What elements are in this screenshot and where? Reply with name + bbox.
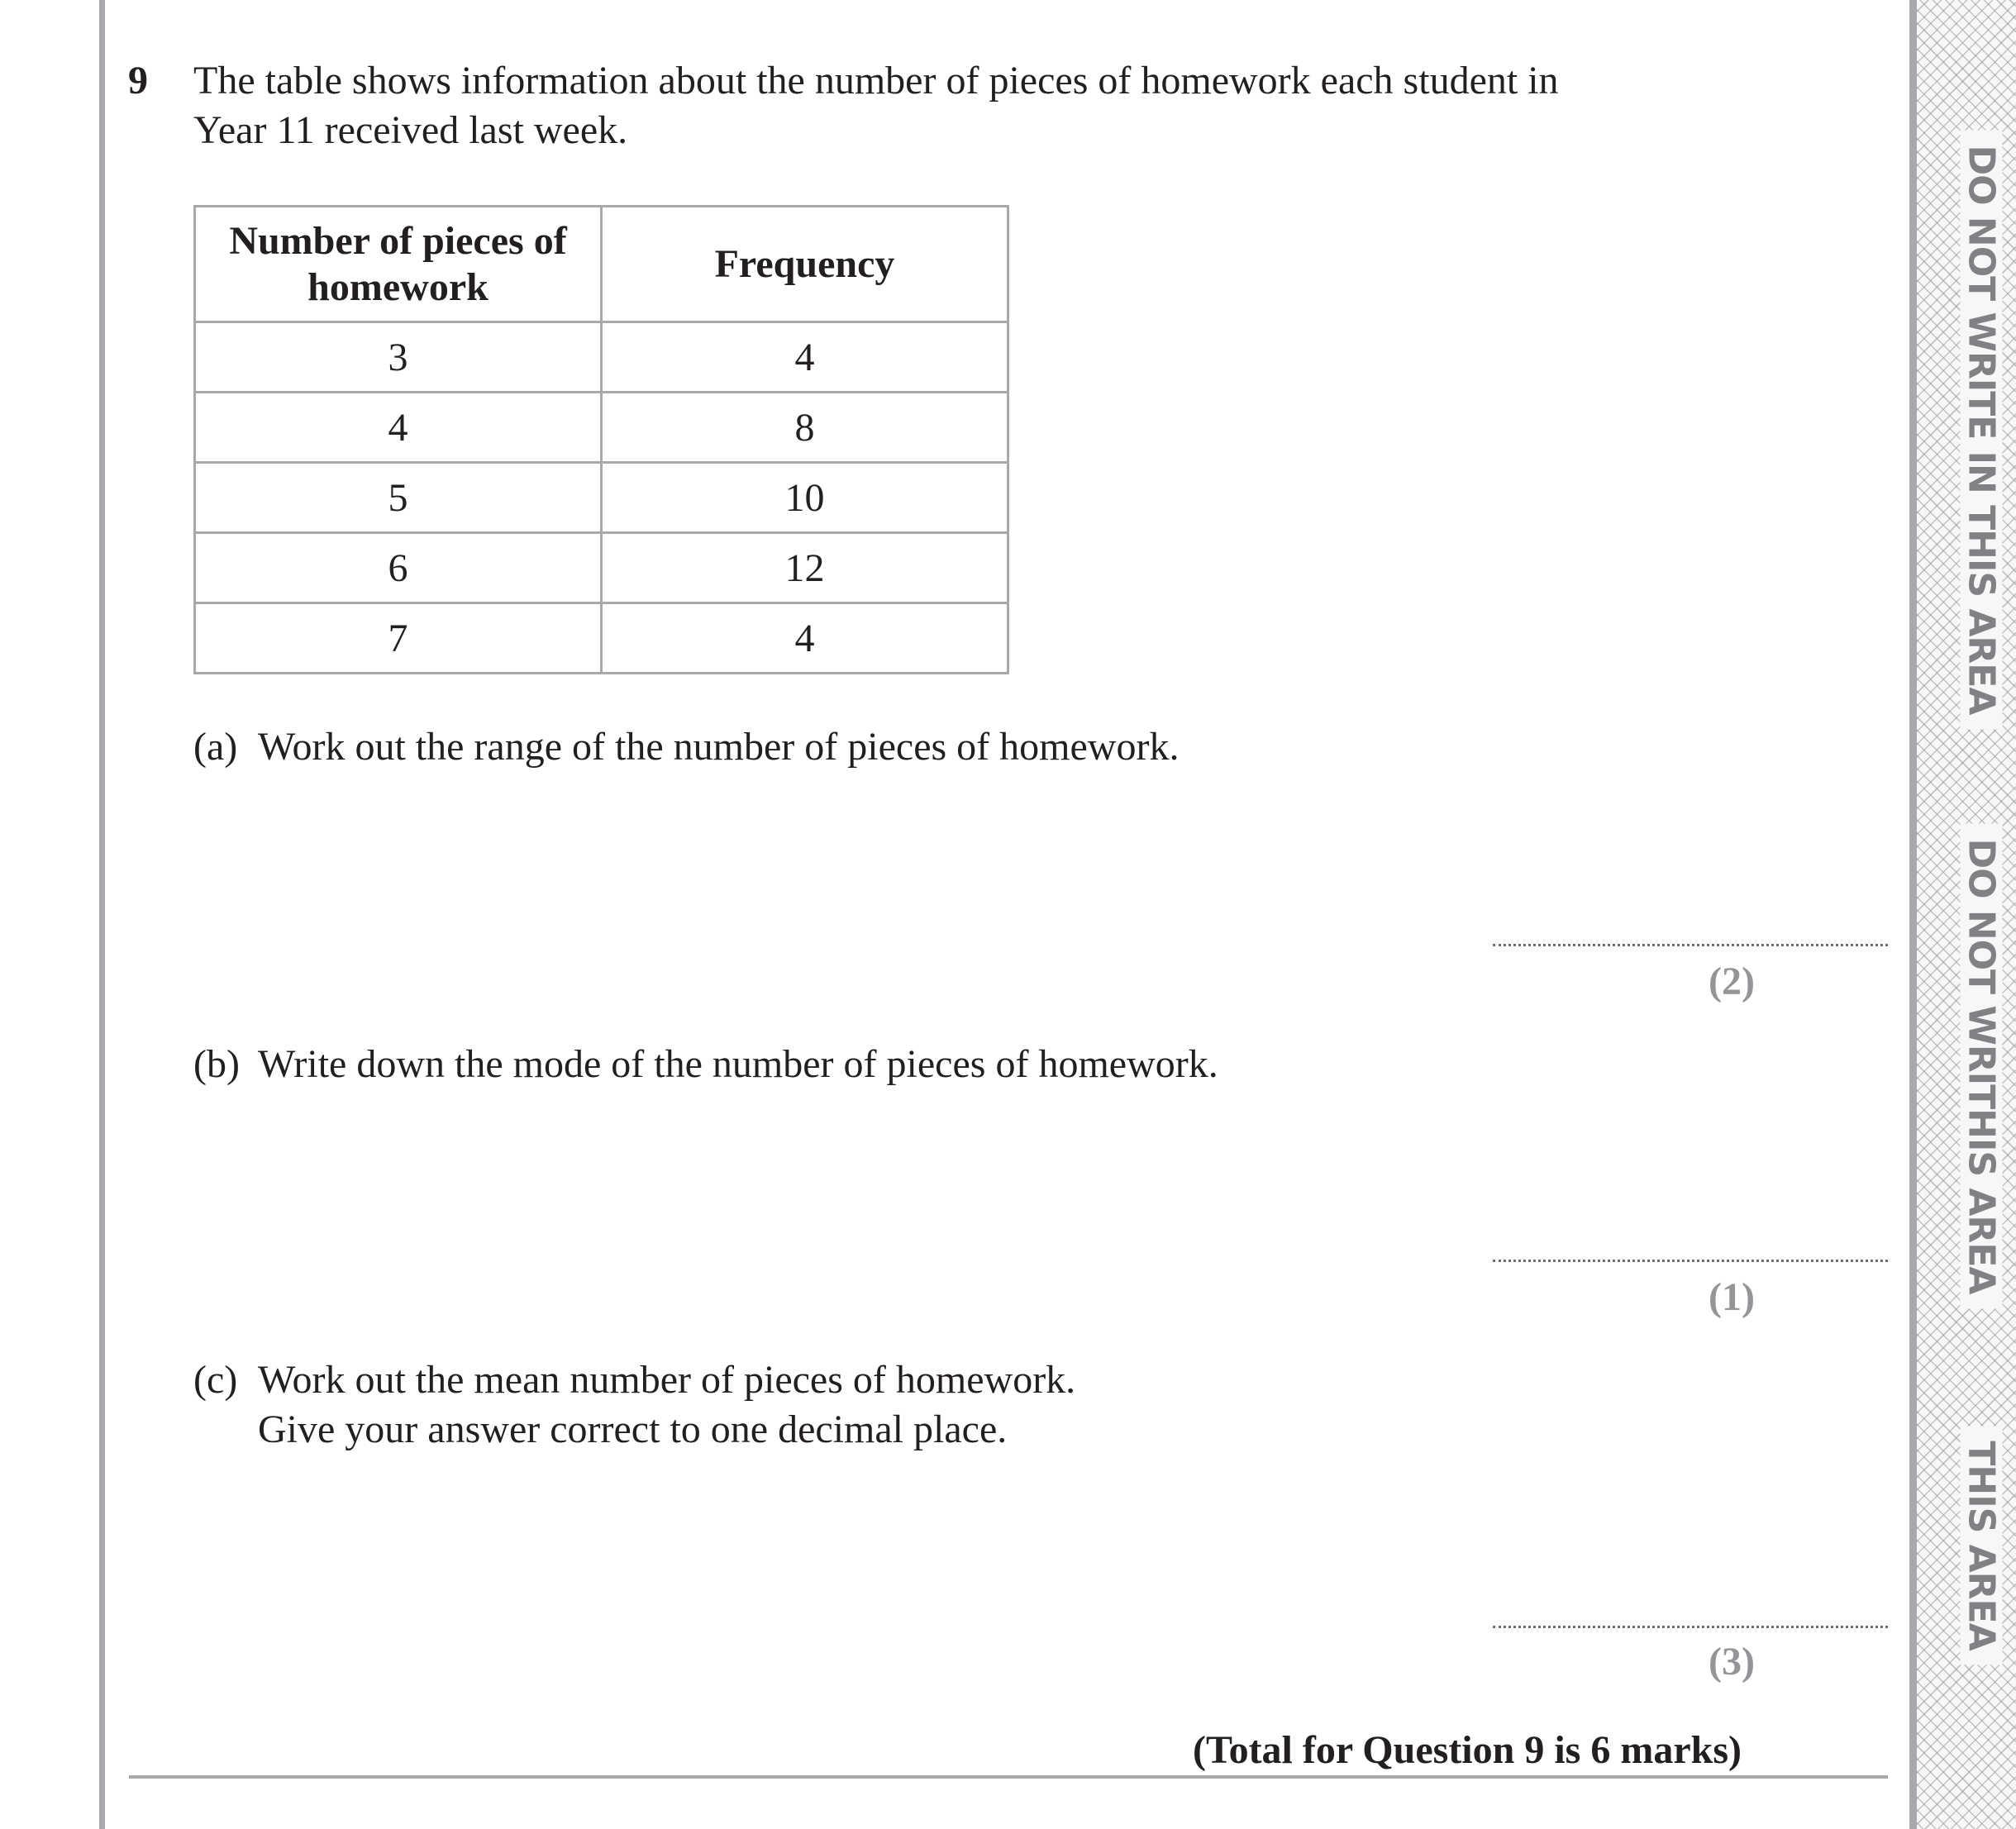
question-stem	[193, 56, 1559, 155]
part-text: Give your answer correct to one decimal place.	[258, 1407, 1008, 1451]
homework-frequency-table	[193, 205, 1009, 674]
header-line: Number of pieces of	[229, 218, 567, 263]
question-stem-line: Year 11 received last week.	[193, 108, 628, 152]
header-line: Frequency	[714, 241, 895, 286]
header-frequency	[602, 207, 1008, 322]
margin-warning-label: DO NOT WRITE IN THIS AREA	[1961, 131, 2003, 730]
part-letter: (c)	[193, 1358, 238, 1402]
header-line: homework	[307, 264, 489, 309]
part-b-marks: (1)	[1709, 1275, 1755, 1319]
frequency-cell: 4	[602, 322, 1008, 393]
part-letter: (a)	[193, 725, 238, 769]
pieces-cell: 7	[195, 603, 602, 674]
table-header-row	[195, 207, 1008, 322]
table-row	[195, 603, 1008, 674]
part-a-answer-line[interactable]	[1493, 944, 1888, 946]
page-left-border	[99, 0, 105, 1829]
pieces-cell: 5	[195, 463, 602, 533]
part-text: Work out the mean number of pieces of homework.	[258, 1358, 1076, 1402]
part-c-marks: (3)	[1709, 1640, 1755, 1684]
part-a-question	[193, 722, 1179, 772]
question-total: (Total for Question 9 is 6 marks)	[1192, 1728, 1742, 1772]
part-letter: (b)	[193, 1042, 240, 1086]
part-text: Write down the mode of the number of pieces of homework.	[258, 1042, 1218, 1086]
frequency-cell: 4	[602, 603, 1008, 674]
question-stem-line: The table shows information about the number of pieces of homework each student in	[193, 59, 1559, 102]
pieces-cell: 4	[195, 393, 602, 463]
part-text: Work out the range of the number of pieces of homework.	[258, 725, 1180, 769]
bottom-divider	[129, 1775, 1888, 1779]
frequency-cell: 12	[602, 533, 1008, 603]
frequency-cell: 10	[602, 463, 1008, 533]
part-c-question	[193, 1355, 1075, 1455]
margin-divider	[1909, 0, 1917, 1829]
margin-warning-label: THIS AREA	[1961, 1426, 2003, 1665]
table-row	[195, 463, 1008, 533]
part-b-question	[193, 1040, 1218, 1089]
part-b-answer-line[interactable]	[1493, 1260, 1888, 1262]
part-a-marks: (2)	[1709, 960, 1755, 1003]
table-row	[195, 393, 1008, 463]
table-row	[195, 533, 1008, 603]
frequency-cell: 8	[602, 393, 1008, 463]
pieces-cell: 6	[195, 533, 602, 603]
question-number: 9	[128, 59, 148, 102]
part-c-answer-line[interactable]	[1493, 1626, 1888, 1628]
table-row	[195, 322, 1008, 393]
header-pieces-of-homework	[195, 207, 602, 322]
margin-warning-label: DO NOT WRITHIS AREA	[1961, 824, 2003, 1309]
pieces-cell: 3	[195, 322, 602, 393]
